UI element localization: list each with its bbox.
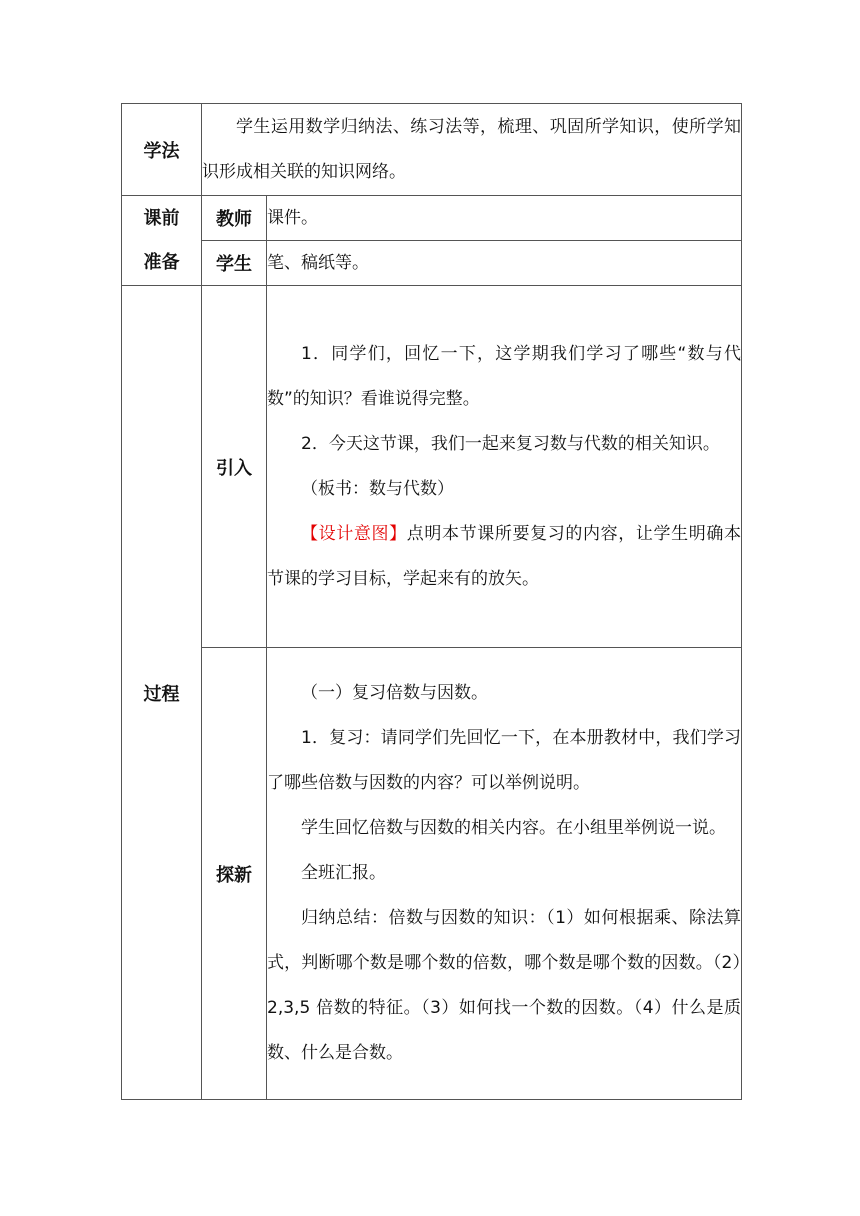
design-intent-tag: 【设计意图】 — [301, 523, 407, 544]
lesson-plan-table — [121, 103, 742, 1100]
label-process: 过程 — [122, 286, 202, 1100]
xuefa-text: 学生运用数学归纳法、练习法等，梳理、巩固所学知识，使所学知识形成相关联的知识网络。 — [202, 116, 741, 182]
intro-para-3: （板书：数与代数） — [301, 478, 454, 499]
student-prep-text: 笔、稿纸等。 — [267, 241, 742, 286]
row-prep-student — [122, 241, 742, 286]
explore-para-4: 全班汇报。 — [301, 863, 386, 883]
intro-para-1: 1．同学们，回忆一下，这学期我们学习了哪些“数与代数”的知识？看谁说得完整。 — [267, 343, 741, 409]
intro-para-2: 2．今天这节课，我们一起来复习数与代数的相关知识。 — [301, 433, 720, 454]
row-explore — [122, 648, 742, 1100]
explore-para-2: 1．复习：请同学们先回忆一下，在本册教材中，我们学习了哪些倍数与因数的内容？可以举例说明。 — [267, 728, 741, 793]
explore-para-3: 学生回忆倍数与因数的相关内容。在小组里举例说一说。 — [301, 818, 726, 838]
row-prep-teacher — [122, 196, 742, 241]
intro-design-para — [267, 512, 741, 602]
label-prep-line2: 准备 — [143, 251, 180, 273]
label-intro: 引入 — [202, 286, 267, 648]
explore-para-1: （一）复习倍数与因数。 — [301, 683, 488, 703]
teacher-prep-text: 课件。 — [267, 196, 742, 241]
label-prep — [122, 196, 202, 286]
explore-content — [267, 648, 742, 1100]
intro-content — [267, 286, 742, 648]
design-intent-text: 点明本节课所要复习的内容，让学生明确本节课的学习目标，学起来有的放矢。 — [267, 523, 741, 589]
label-prep-line1: 课前 — [143, 207, 180, 229]
row-intro — [122, 286, 742, 648]
label-student: 学生 — [202, 241, 267, 286]
xuefa-content — [202, 104, 742, 196]
explore-para-5: 归纳总结：倍数与因数的知识：（1）如何根据乘、除法算式，判断哪个数是哪个数的倍数，哪个数是哪个数的因数。（2）2,3,5 倍数的特征。（3）如何找一个数的因数。（4）什么是质数、什么是合数。 — [267, 908, 741, 1063]
label-teacher: 教师 — [202, 196, 267, 241]
label-explore: 探新 — [202, 648, 267, 1100]
row-xuefa — [122, 104, 742, 196]
label-xuefa: 学法 — [122, 104, 202, 196]
